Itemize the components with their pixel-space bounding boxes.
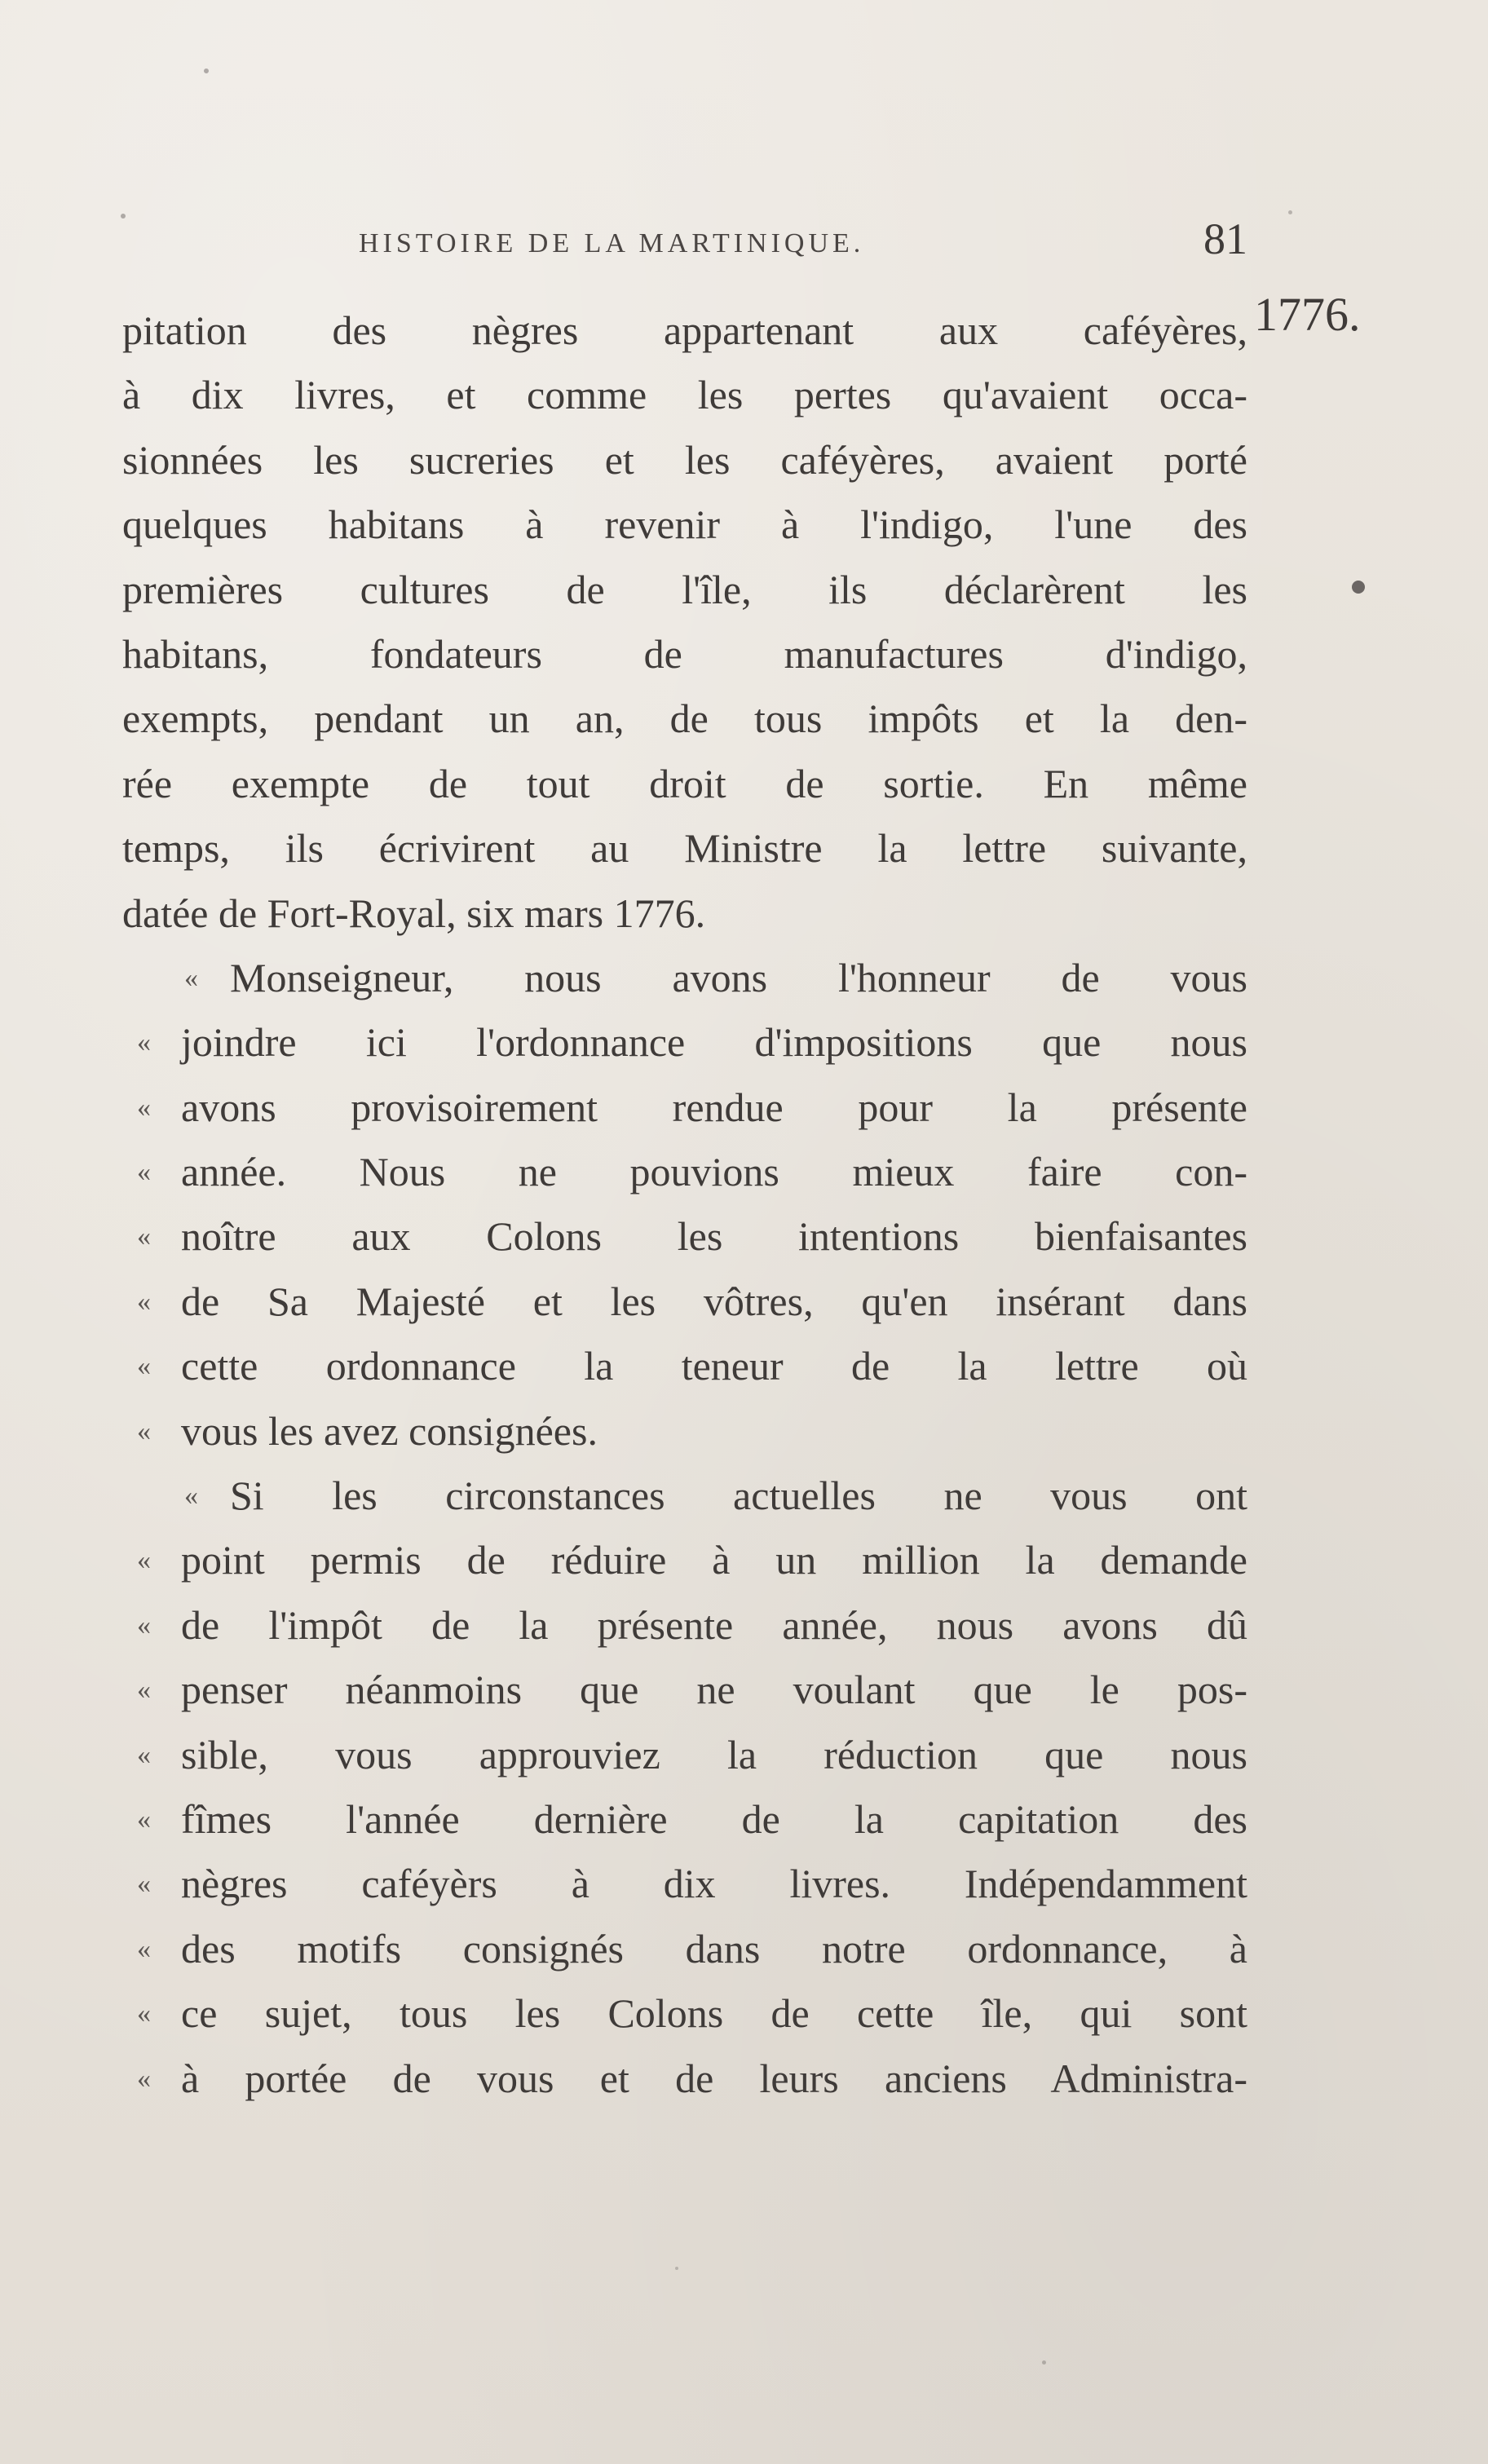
line-text: exempts, pendant un an, de tous impôts et la den-: [122, 695, 1247, 742]
margin-year-note: 1776.: [1254, 288, 1361, 341]
line-text: joindre ici l'ordonnance d'impositions que nous: [181, 1019, 1247, 1066]
line-text: Si les circonstances actuelles ne vous ont: [230, 1473, 1247, 1519]
quote-mark: «: [137, 1157, 151, 1188]
text-line: [122, 363, 1247, 427]
text-line: [122, 687, 1247, 751]
quote-mark: «: [137, 1610, 151, 1640]
paper-speck: [204, 68, 209, 73]
quote-mark: «: [137, 1804, 151, 1835]
quote-mark: «: [137, 1933, 151, 1964]
paper-speck: [675, 2267, 678, 2270]
line-text: année. Nous ne pouvions mieux faire con-: [181, 1149, 1247, 1195]
text-line: [122, 1010, 1247, 1075]
text-line: [122, 1917, 1247, 1981]
text-line: [122, 1399, 1247, 1464]
line-text: pitation des nègres appartenant aux caféyères,: [122, 307, 1247, 353]
quote-mark: «: [137, 2063, 151, 2094]
line-text: vous les avez consignées.: [181, 1407, 598, 1454]
body-text: [122, 298, 1247, 2111]
text-line: [122, 1981, 1247, 2046]
paper-speck: [1042, 2360, 1046, 2365]
quote-mark: «: [184, 1481, 198, 1512]
line-text: habitans, fondateurs de manufactures d'indigo,: [122, 630, 1247, 677]
line-text: ce sujet, tous les Colons de cette île, qui sont: [181, 1990, 1247, 2037]
text-line: [122, 816, 1247, 881]
line-text: de l'impôt de la présente année, nous avons dû: [181, 1601, 1247, 1648]
paper-speck: [1288, 210, 1292, 214]
text-line: [122, 492, 1247, 557]
line-text: de Sa Majesté et les vôtres, qu'en insérant dans: [181, 1278, 1247, 1324]
text-line: [122, 946, 1247, 1010]
quote-mark: «: [137, 1286, 151, 1317]
text-line: [122, 428, 1247, 492]
line-text: premières cultures de l'île, ils déclarèrent les: [122, 566, 1247, 612]
line-text: nègres caféyèrs à dix livres. Indépendamment: [181, 1861, 1247, 1907]
text-line: [122, 1658, 1247, 1722]
running-title: HISTOIRE DE LA MARTINIQUE.: [359, 228, 865, 258]
text-line: [122, 752, 1247, 816]
text-line: [122, 1334, 1247, 1398]
paper-speck: [1352, 581, 1365, 594]
line-text: quelques habitans à revenir à l'indigo, l'une des: [122, 501, 1247, 548]
line-text: à portée de vous et de leurs anciens Administra-: [181, 2055, 1247, 2101]
line-text: des motifs consignés dans notre ordonnance, à: [181, 1925, 1247, 1972]
quote-mark: «: [137, 1739, 151, 1770]
line-text: temps, ils écrivirent au Ministre la lettre suivante,: [122, 825, 1247, 872]
paper-speck: [121, 214, 126, 219]
text-line: [122, 881, 1247, 946]
quote-mark: «: [137, 1415, 151, 1446]
line-text: noître aux Colons les intentions bienfaisantes: [181, 1213, 1247, 1260]
line-text: sionnées les sucreries et les caféyères, avaient porté: [122, 436, 1247, 483]
text-line: [122, 2047, 1247, 2111]
text-line: [122, 1528, 1247, 1592]
quote-mark: «: [137, 1675, 151, 1706]
line-text: penser néanmoins que ne voulant que le pos-: [181, 1667, 1247, 1713]
line-text: datée de Fort-Royal, six mars 1776.: [122, 890, 706, 936]
text-line: [122, 298, 1247, 363]
quote-mark: «: [137, 1221, 151, 1252]
page-number: 81: [1203, 214, 1247, 263]
quote-mark: «: [137, 1869, 151, 1900]
text-line: [122, 622, 1247, 687]
page-header: [359, 214, 1247, 271]
quote-mark: «: [137, 1998, 151, 2029]
quote-mark: «: [137, 1351, 151, 1382]
quote-mark: «: [137, 1545, 151, 1576]
quote-mark: «: [184, 962, 198, 993]
line-text: point permis de réduire à un million la demande: [181, 1537, 1247, 1583]
line-text: cette ordonnance la teneur de la lettre où: [181, 1343, 1247, 1389]
quote-mark: «: [137, 1092, 151, 1123]
line-text: rée exempte de tout droit de sortie. En même: [122, 760, 1247, 806]
text-line: [122, 1852, 1247, 1916]
line-text: avons provisoirement rendue pour la présente: [181, 1084, 1247, 1130]
text-line: [122, 1593, 1247, 1658]
text-line: [122, 1270, 1247, 1334]
text-line: [122, 1075, 1247, 1140]
line-text: Monseigneur, nous avons l'honneur de vous: [230, 954, 1247, 1000]
text-line: [122, 558, 1247, 622]
line-text: fîmes l'année dernière de la capitation des: [181, 1795, 1247, 1842]
text-line: [122, 1464, 1247, 1528]
text-line: [122, 1204, 1247, 1269]
line-text: sible, vous approuviez la réduction que nous: [181, 1731, 1247, 1777]
quote-mark: «: [137, 1027, 151, 1058]
text-line: [122, 1140, 1247, 1204]
text-line: [122, 1787, 1247, 1852]
line-text: à dix livres, et comme les pertes qu'avaient occa-: [122, 372, 1247, 418]
text-line: [122, 1723, 1247, 1787]
